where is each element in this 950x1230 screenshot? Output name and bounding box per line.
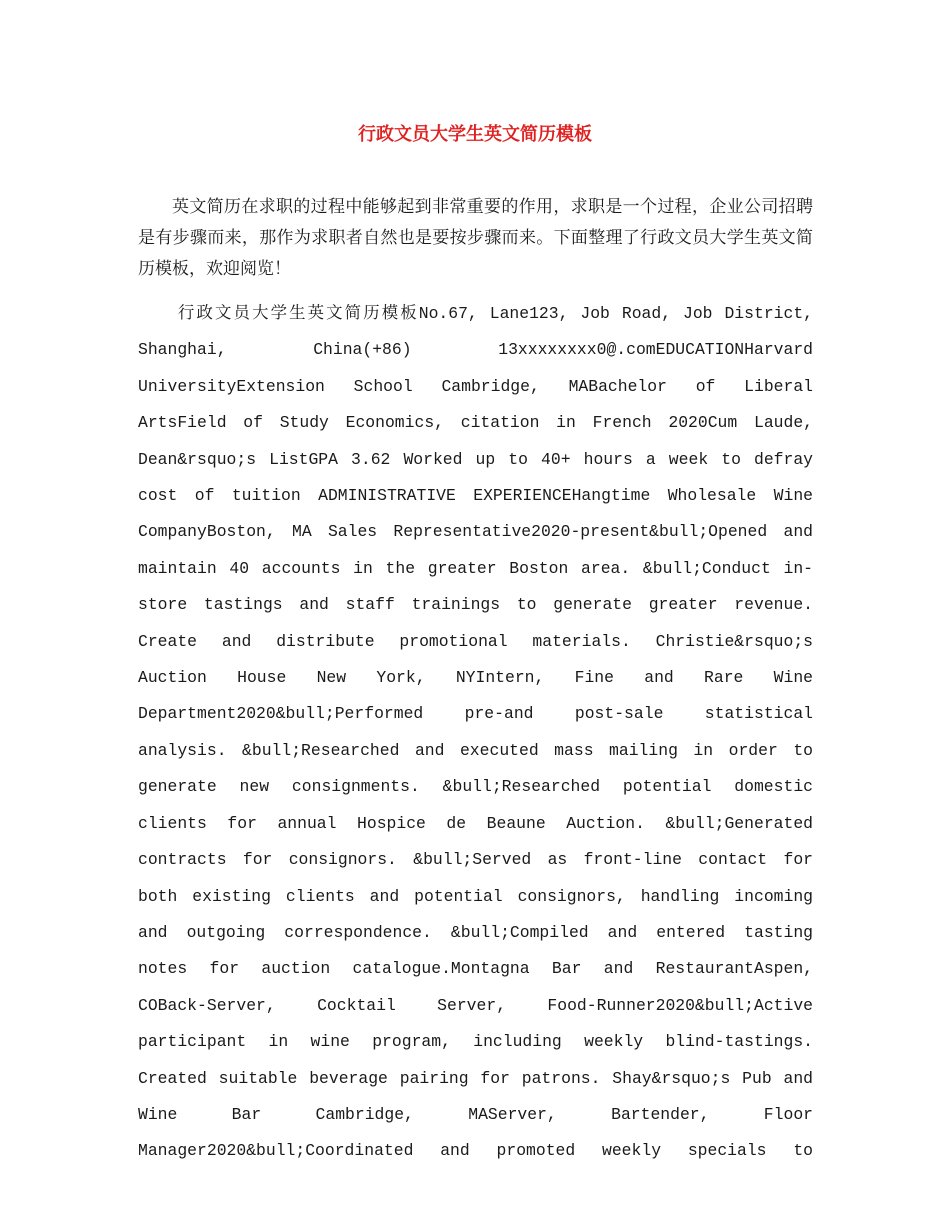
document-title: 行政文员大学生英文简历模板 — [358, 124, 592, 145]
intro-paragraph: 英文简历在求职的过程中能够起到非常重要的作用，求职是一个过程，企业公司招聘是有步骤而来，那作为求职者自然也是要按步骤而来。下面整理了行政文员大学生英文简历模板，欢迎阅览！ — [138, 197, 813, 279]
resume-body-paragraph: 行政文员大学生英文简历模板No.67, Lane123, Job Road, Job District, Shanghai, China(+86) 13xxxxxxxx0@.comEDUCATIONHarvard UniversityExtension School Cambridge, MABachelor of Liberal ArtsField of Study Economics, citation in French 2020Cum Laude, Dean&rsquo;s ListGPA 3.62 Worked up to 40+ hours a week to defray cost of tuition ADMINISTRATIVE EXPERIENCEHangtime Wholesale Wine CompanyBoston, MA Sales Representative2020-present&bull;Opened and maintain 40 accounts in the greater Boston area. &bull;Conduct in-store tastings and staff trainings to generate greater revenue. Create and distribute promotional materials. Christie&rsquo;s Auction House New York, NYIntern, Fine and Rare Wine Department2020&bull;Performed pre-and post-sale statistical analysis. &bull;Researched and executed mass mailing in order to generate new consignments. &bull;Researched potential domestic clients for annual Hospice de Beaune Auction. &bull;Generated contracts for consignors. &bull;Served as front-line contact for both existing clients and potential consignors, handling incoming and outgoing correspondence. &bull;Compiled and entered tasting notes for auction catalogue.Montagna Bar and RestaurantAspen, COBack-Server, Cocktail Server, Food-Runner2020&bull;Active participant in wine program, including weekly blind-tastings. Created suitable beverage pairing for patrons. Shay&rsquo;s Pub and Wine Bar Cambridge, MAServer, Bartender, Floor Manager2020&bull;Coordinated and promoted weekly specials to — [138, 304, 813, 1161]
